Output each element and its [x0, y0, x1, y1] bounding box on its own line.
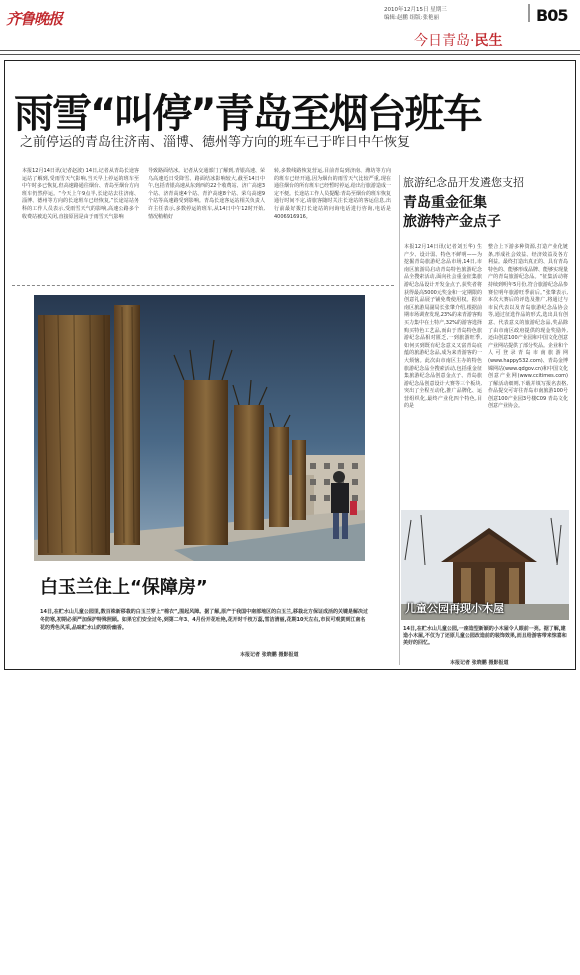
magnolia-photo	[34, 295, 365, 561]
lead-column-3: 转,多数线路恢复营运,目前青岛到济南、潍坊等方向的班车已经开通,因为烟台的雨雪天气比较严重,现在通往烟台的所有班车已经暂时停运,给出行旅游造成一定不便。长途站工作人员提醒:青岛至烟台的班车恢复通行时间不定,请旅客随时关注长途站的客运信息,出行前最好拨打长途站的问询电话进行咨询,电话是4006916916。	[274, 168, 391, 220]
column-divider	[399, 175, 400, 665]
side-column-2: 整合上下游多种资源,打造产业化链条,形成社会效益、经济效益及各方利益。最终打造出真正的、具有青岛特色的、能够形成品牌、能够实现量产的青岛旅游纪念品。“征集活动将持续到明年5月份,符合旅游纪念品参赛位明年旅游旺季前后。”张肇表示,本次大赛后的评选及推广,将通过与市民代表以及青岛旅游纪念品协会等,通过征选作品的形式,选出具有创意、代表意义的旅游纪念品,奖品除了由市南区政府提供的现金奖励外,还由创意100产业园和中国文化创意产业网站提供了部分奖品。企业和个人可登录青岛市南旅游网(www.happy532.com)、青岛金博嫦网站(www.qdgov.cn)和中国文化创意产业网(www.ccitimes.com)了解活动细则,下载并填写报名表格,作品提交可寄往青岛市南旅游100号 创意100产业园3号楼C09 青岛文化创意产业协会。	[488, 244, 569, 410]
lead-headline: 雨雪“叫停”青岛至烟台班车	[14, 91, 481, 137]
section-title	[414, 30, 502, 50]
side-story-headline-1: 青岛重金征集	[403, 195, 487, 211]
photo-story-body: 14日,在贮水山儿童公园里,数百株新移栽的白玉兰穿上“棉衣”,围起风障。据了解,原产于我国中南部地区的白玉兰,移栽北方保证成活的关键是解决过冬防寒,初期必须严加保护特殊照顾。如果它们安全过冬,到第二年3、4月份开花吐艳,花开时千枝万蕊,雪洁清丽,花期10天左右,市民可观赏到江南名花的秀色风采,品味贮水山的缤纷幽香。	[40, 609, 369, 631]
dateline	[384, 6, 534, 22]
section-prefix: 今日青岛·	[414, 33, 475, 49]
hut-photo-credit: 本报记者 张晓鹏 摄影报道	[450, 660, 509, 666]
editor-credits: 编辑:赵鹏 组版:张艳丽	[384, 15, 439, 21]
issue-date: 2010年12月15日 星期三	[384, 7, 447, 13]
newspaper-logo: 齐鲁晚报	[6, 10, 63, 28]
masthead-rule-thin	[0, 54, 580, 55]
side-story-headline-2: 旅游特产金点子	[403, 214, 501, 230]
photo-story-headline: 白玉兰住上“保障房”	[40, 577, 208, 598]
side-column-1: 本报12月14日讯(记者刘玉华) 生产少、设计弱、特色不鲜明——为挖掘青岛旅游纪念品市场,14日,市南区旅游局启动青岛特色旅游纪念品全搜索活动,面向社会重金征集旅游纪念品设计开发金点子,获奖者将获得最高5000元奖金和一定期限的创意礼品展子铺免费使用权。据市南区旅游局副局长张肇介绍,根据前期市场调查发现,23%的来青游客购买力集中在土特产,32%的游客选择购买特色工艺品,而由于青岛特色旅游纪念品相对匮乏,一到旅游旺季,如何买到既有纪念意义又富青岛底蕴的旅游纪念品,成为来青游客的一大烦恼。此次由市南区主办的特色旅游纪念品全搜索活动,包括重金征集旅游纪念品创意金点子、青岛旅游纪念品创意设计大赛等三个板块,突出了全程互动化,推广品牌化、运营组织化,最终产业化四个特色,目的是	[404, 244, 482, 410]
lead-column-1: 本报12月14日讯(记者赵波) 14日,记者从青岛长途客运站了解到,受雨雪天气影响,当天早上停运的班车至中午时多已恢复,但高速路通往烟台、青岛至烟台方向班车仍然停运。“今天上午9点半,长途站去往济南、淄博、德州等方向的长途班车已经恢复,”长途站站务科的工作人员表示,受雨雪天气的影响,高速公路多个收费站被迫关闭,直接原因是由于雨雪天气影响	[22, 168, 139, 220]
masthead-rule	[0, 50, 580, 51]
page-number-divider	[528, 4, 530, 22]
lead-deck: 之前停运的青岛往济南、淄博、德州等方向的班车已于昨日中午恢复	[20, 135, 411, 150]
page-number: B05	[536, 6, 568, 25]
hut-photo-caption: 儿童公园再现小木屋	[405, 602, 504, 615]
lead-column-2: 导致路面结冰。记者从交通部门了解到,青银高速、荣乌高速近日受降雪、路面结冰影响较大,截至14日中午,包括青银高速从东到西的22个收费站、济广高速3个站、济青高速4个站、青沪高速8个站、荣乌高速9个站等高速路受到影响。青岛长途客运站相关负责人许主任表示,多数停运的班车,从14日中午12时开始,情况稍稍好	[148, 168, 265, 220]
section-name: 民生	[474, 33, 503, 49]
hut-photo-body: 14日,在贮水山儿童公园,一座造型新颖的小木屋令人眼前一亮。据了解,建造小木屋,不仅为了还原儿童公园改造前的装饰效果,而且给游客带来惊喜和美好的回忆。	[403, 626, 567, 646]
side-story-kicker: 旅游纪念品开发遴您支招	[403, 176, 524, 189]
story-separator	[12, 285, 394, 286]
photo-story-credit: 本报记者 张晓鹏 摄影报道	[240, 652, 299, 658]
